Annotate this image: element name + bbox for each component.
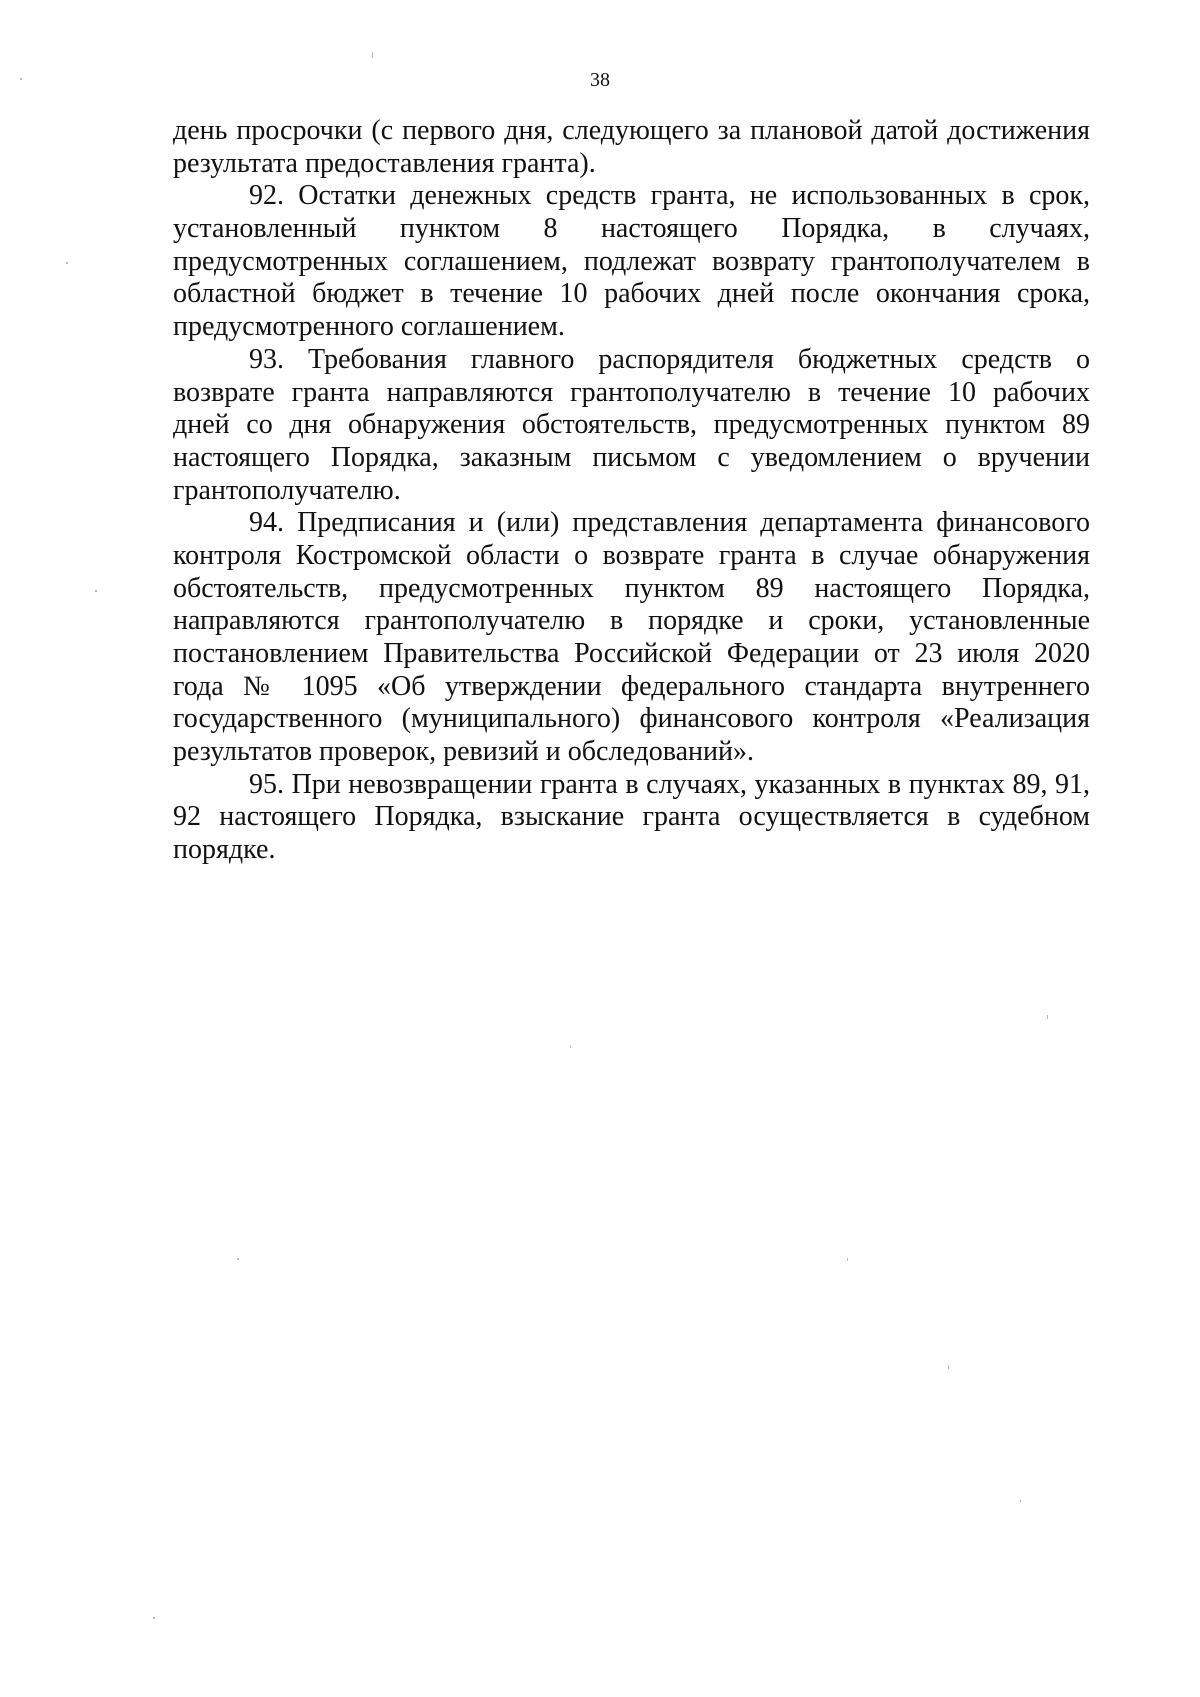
text-line: 92 настоящего Порядка, взыскание гранта осуществляется в судебном [173,801,1090,833]
scan-speck [20,78,22,80]
scan-speck [237,1258,239,1260]
text-line: обстоятельств, предусмотренных пунктом 89 настоящего Порядка, [173,572,1090,604]
text-line: направляются грантополучателю в порядке и сроки, установленные [173,605,1090,637]
scan-speck [847,1258,848,1261]
text-line: грантополучателю. [173,474,401,506]
paragraph-continuation [173,115,1090,180]
scan-speck [1020,1500,1021,1502]
text-line: возврате гранта направляются грантополучателю в течение 10 рабочих [173,376,1090,408]
text-line: предусмотренного соглашением. [173,311,565,343]
text-line: результата предоставления гранта). [173,147,596,179]
scan-speck [570,1045,571,1048]
scan-speck [95,590,97,592]
text-line: года № 1095 «Об утверждении федерального стандарта внутреннего [173,670,1090,702]
scan-speck [948,1365,949,1369]
text-line: 93. Требования главного распорядителя бюджетных средств о [249,343,1090,375]
text-line: установленный пунктом 8 настоящего Порядка, в случаях, [173,213,1090,245]
text-line: предусмотренных соглашением, подлежат возврату грантополучателем в [173,245,1090,277]
text-line: постановлением Правительства Российской Федерации от 23 июля 2020 [173,638,1090,669]
scan-speck [66,262,68,264]
document-body [173,115,1090,867]
text-line: 92. Остатки денежных средств гранта, не использованных в срок, [249,180,1090,212]
scan-speck [372,52,373,58]
paragraph-92 [173,180,1090,343]
text-line: порядке. [173,834,276,866]
text-line: контроля Костромской области о возврате гранта в случае обнаружения [173,539,1090,571]
paragraph-95 [173,769,1090,867]
text-line: дней со дня обнаружения обстоятельств, предусмотренных пунктом 89 [173,409,1090,441]
text-line: настоящего Порядка, заказным письмом с уведомлением о вручении [173,441,1090,473]
page-number: 38 [590,69,610,91]
text-line: государственного (муниципального) финансового контроля «Реализация [173,703,1090,735]
scan-speck [153,1617,155,1619]
text-line: день просрочки (с первого дня, следующего за плановой датой достижения [173,115,1090,146]
text-line: областной бюджет в течение 10 рабочих дней после окончания срока, [173,278,1090,310]
scan-speck [1047,1015,1048,1019]
paragraph-94 [173,507,1090,769]
text-line: результатов проверок, ревизий и обследований». [173,736,754,768]
text-line: 94. Предписания и (или) представления департамента финансового [249,507,1090,539]
paragraph-93 [173,344,1090,507]
text-line: 95. При невозвращении гранта в случаях, указанных в пунктах 89, 91, [249,768,1090,800]
